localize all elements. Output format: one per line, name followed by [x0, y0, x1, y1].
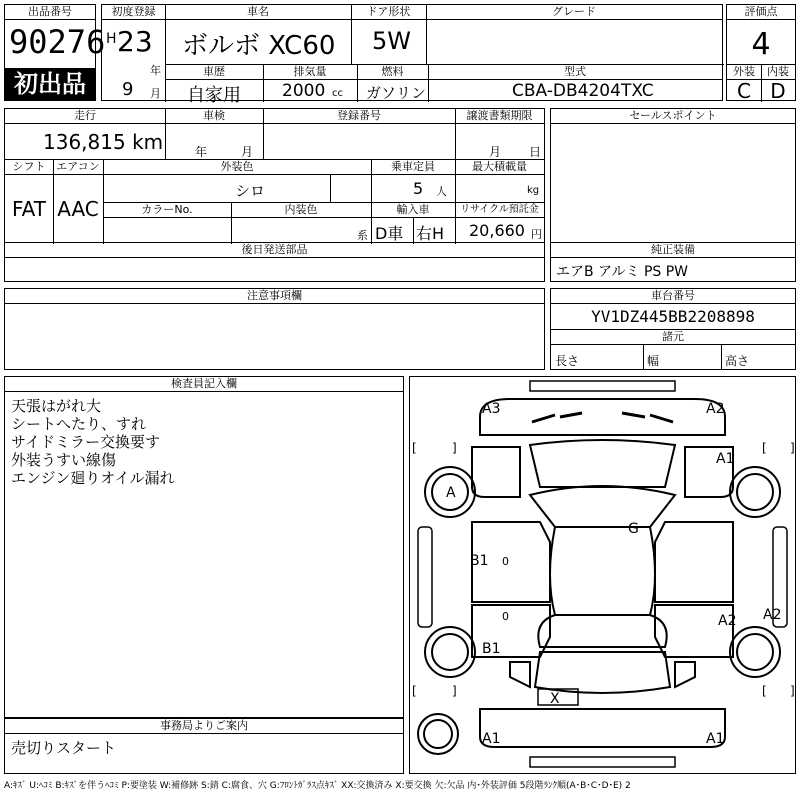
inspection-year-unit: 年: [195, 145, 208, 159]
fuel-label: 燃料: [357, 65, 428, 80]
inspection-month-unit: 月: [241, 145, 254, 159]
import-label: 輸入車: [371, 203, 455, 218]
exterior-label: 外装: [727, 65, 761, 80]
mark-front-left-wheel: A: [446, 485, 456, 501]
dims-label: 諸元: [551, 330, 795, 345]
mileage-label: 走行: [5, 109, 165, 124]
sales-points-box: [550, 108, 796, 243]
mark-right-rear-sill: A2: [763, 607, 782, 623]
inspector-note: 天張はがれ大: [11, 397, 102, 415]
car-name: ボルボ XC60: [182, 31, 336, 61]
svg-text:[: [: [412, 684, 417, 698]
displacement-value: 2000: [282, 81, 326, 101]
damage-diagram: [409, 376, 796, 774]
mileage-value: 136,815 km: [43, 130, 164, 154]
height-label: 高さ: [725, 354, 750, 368]
mark-right-rear-door: A2: [718, 613, 737, 629]
lot-box: [4, 4, 106, 101]
vehicle-info-grid: [4, 108, 545, 243]
color-value: シロ: [235, 182, 266, 200]
inspector-note: エンジン廻りオイル漏れ: [11, 469, 175, 487]
header-grid: [101, 4, 723, 106]
intcolor-label: 内装色: [231, 203, 371, 218]
load-unit: kg: [527, 185, 540, 196]
ac-value: AAC: [57, 197, 99, 221]
door-type: 5W: [372, 27, 411, 55]
svg-text:]: ]: [452, 684, 457, 698]
load-label: 最大積載量: [455, 160, 544, 175]
reg-era: H: [106, 31, 117, 47]
inspector-label: 検査員記入欄: [5, 377, 403, 392]
reg-month-unit: 月: [150, 87, 161, 100]
mark-front-right-fender: A1: [716, 451, 735, 467]
grade-label: グレード: [426, 5, 722, 20]
transfer-day-unit: 日: [529, 145, 542, 159]
mark-rear-bumper-right: A1: [706, 731, 725, 747]
interior-label: 内装: [761, 65, 795, 80]
displacement-label: 排気量: [263, 65, 357, 80]
recycle-unit: 円: [531, 228, 542, 241]
equipment-value: エアB アルミ PS PW: [556, 264, 689, 280]
svg-text:[: [: [412, 441, 417, 455]
score-value: 4: [751, 27, 771, 62]
later-parts-label: 後日発送部品: [5, 243, 544, 258]
car-outline: [410, 377, 795, 773]
import-handle: 右H: [416, 224, 445, 243]
lot-label: 出品番号: [5, 5, 95, 20]
inspector-box: [4, 376, 404, 718]
inspector-note: 外装うすい線傷: [11, 451, 117, 469]
recycle-value: 20,660: [469, 221, 525, 240]
svg-text:]: ]: [790, 441, 795, 455]
width-label: 幅: [647, 354, 660, 368]
intcolor-unit: 系: [357, 229, 368, 242]
mark-rear-bumper-left: A1: [482, 731, 501, 747]
colorno-label: カラーNo.: [103, 203, 231, 218]
mark-left-front-door-small: 0: [502, 555, 509, 568]
score-box: [726, 4, 796, 101]
legend-text: A:ｷｽﾞ U:ﾍｺﾐ B:ｷｽﾞを伴うﾍｺﾐ P:要塗装 W:補修跡 S:錆 C:腐食、穴 G:ﾌﾛﾝﾄｶﾞﾗｽ点ｷｽﾞ XX:交換済み X:要交換 欠:欠品 内･外装評価 5段階ﾗﾝｸ順(A･B･C･D･E) 2: [4, 781, 631, 791]
shift-value: FAT: [11, 197, 46, 221]
model-value: CBA-DB4204TXC: [512, 81, 654, 101]
chassis-box: [550, 288, 796, 370]
inspection-label: 車検: [165, 109, 263, 124]
transfer-month-unit: 月: [489, 145, 502, 159]
inspector-note: サイドミラー交換要す: [11, 433, 160, 451]
chassis-number: YV1DZ445BB2208898: [591, 307, 755, 326]
color-label: 外装色: [103, 160, 371, 175]
import-drive: D車: [375, 224, 404, 243]
chassis-label: 車台番号: [551, 289, 795, 304]
mark-front-bumper-left: A3: [482, 401, 501, 417]
svg-text:[: [: [762, 684, 767, 698]
reg-month: 9: [122, 79, 134, 100]
notes-box: [4, 288, 545, 370]
transfer-label: 譲渡書類期限: [455, 109, 544, 124]
reg-label: 初度登録: [102, 5, 165, 20]
svg-text:]: ]: [452, 441, 457, 455]
lot-number: 90276: [9, 23, 106, 61]
name-label: 車名: [165, 5, 351, 20]
ac-label: エアコン: [53, 160, 103, 175]
office-note: 売切りスタート: [11, 739, 117, 757]
mark-left-front-door: B1: [470, 553, 489, 569]
shift-label: シフト: [5, 160, 53, 175]
model-label: 型式: [428, 65, 722, 80]
office-label: 事務局よりご案内: [5, 719, 403, 734]
capacity-unit: 人: [436, 185, 447, 198]
first-listing-badge: 初出品: [5, 68, 95, 100]
equipment-box: [550, 242, 796, 282]
mark-roof: G: [628, 521, 639, 537]
inspector-note: シートへたり、すれ: [11, 415, 147, 433]
later-parts-box: [4, 242, 545, 282]
exterior-grade: C: [737, 79, 751, 103]
length-label: 長さ: [555, 354, 580, 368]
sales-points-label: セールスポイント: [551, 109, 795, 124]
history-value: 自家用: [187, 85, 241, 106]
notes-label: 注意事項欄: [5, 289, 544, 304]
capacity-label: 乗車定員: [371, 160, 455, 175]
reg-year: 23: [117, 25, 153, 58]
svg-text:[: [: [762, 441, 767, 455]
mark-front-bumper-right: A2: [706, 401, 725, 417]
equipment-label: 純正装備: [551, 243, 795, 258]
capacity-value: 5: [413, 179, 424, 198]
score-label: 評価点: [727, 5, 795, 20]
interior-grade: D: [770, 79, 786, 103]
svg-text:]: ]: [790, 684, 795, 698]
mark-left-rear-quarter: B1: [482, 641, 501, 657]
fuel-value: ガソリン: [366, 84, 427, 102]
reg-year-unit: 年: [150, 64, 161, 77]
office-box: [4, 718, 404, 774]
history-label: 車歴: [165, 65, 263, 80]
plate-label: 登録番号: [263, 109, 455, 124]
door-label: ドア形状: [351, 5, 426, 20]
displacement-unit: cc: [332, 88, 343, 99]
recycle-label: リサイクル預託金: [455, 203, 544, 218]
mark-left-rear-door-small: 0: [502, 610, 509, 623]
mark-rear-panel: X: [550, 691, 560, 707]
